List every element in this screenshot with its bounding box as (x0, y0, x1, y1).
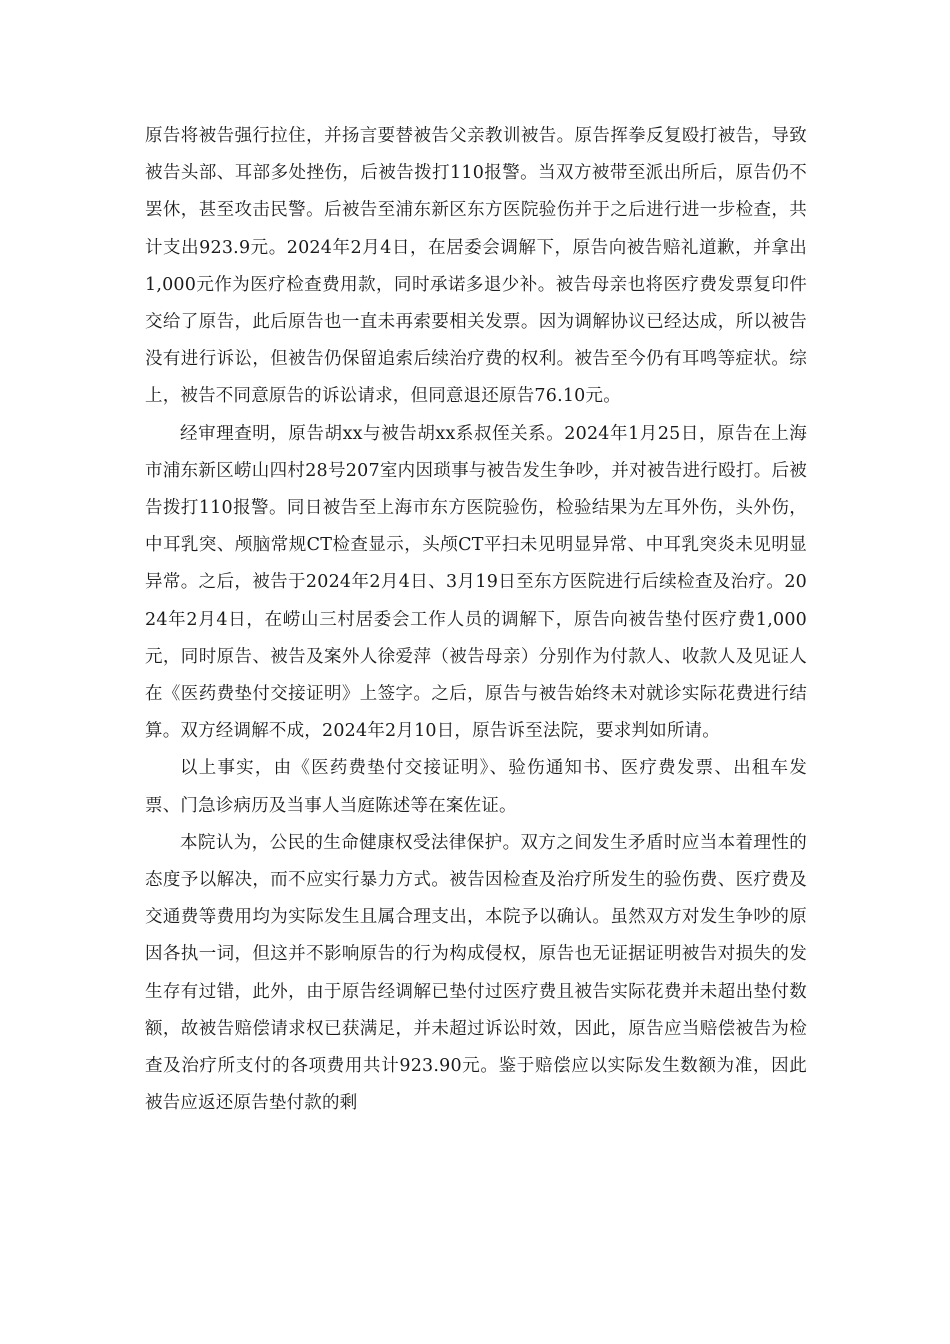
paragraph-findings-of-fact: 经审理查明，原告胡xx与被告胡xx系叔侄关系。2024年1月25日，原告在上海市浦东新区崂山四村28号207室内因琐事与被告发生争吵，并对被告进行殴打。后被告拨打110报警。同日被告至上海市东方医院验伤，检验结果为左耳外伤，头外伤，中耳乳突、颅脑常规CT检查显示，头颅CT平扫未见明显异常、中耳乳突炎未见明显异常。之后，被告于2024年2月4日、3月19日至东方医院进行后续检查及治疗。2024年2月4日，在崂山三村居委会工作人员的调解下，原告向被告垫付医疗费1,000元，同时原告、被告及案外人徐爱萍（被告母亲）分别作为付款人、收款人及见证人在《医药费垫付交接证明》上签字。之后，原告与被告始终未对就诊实际花费进行结算。双方经调解不成，2024年2月10日，原告诉至法院，要求判如所请。 (145, 423, 807, 742)
paragraph-court-opinion: 本院认为，公民的生命健康权受法律保护。双方之间发生矛盾时应当本着理性的态度予以解决，而不应实行暴力方式。被告因检查及治疗所发生的验伤费、医疗费及交通费等费用均为实际发生且属合理支出，本院予以确认。虽然双方对发生争吵的原因各执一词，但这并不影响原告的行为构成侵权，原告也无证据证明被告对损失的发生存有过错，此外，由于原告经调解已垫付过医疗费且被告实际花费并未超出垫付数额，故被告赔偿请求权已获满足，并未超过诉讼时效，因此，原告应当赔偿被告为检查及治疗所支付的各项费用共计923.90元。鉴于赔偿应以实际发生数额为准，因此被告应返还原告垫付款的剩 (145, 832, 807, 1114)
paragraph-evidence: 以上事实，由《医药费垫付交接证明》、验伤通知书、医疗费发票、出租车发票、门急诊病历及当事人当庭陈述等在案佐证。 (145, 758, 807, 816)
paragraph-defendant-statement: 原告将被告强行拉住，并扬言要替被告父亲教训被告。原告挥拳反复殴打被告，导致被告头部、耳部多处挫伤，后被告拨打110报警。当双方被带至派出所后，原告仍不罢休，甚至攻击民警。后被告至浦东新区东方医院验伤并于之后进行进一步检查，共计支出923.9元。2024年2月4日，在居委会调解下，原告向被告赔礼道歉，并拿出1,000元作为医疗检查费用款，同时承诺多退少补。被告母亲也将医疗费发票复印件交给了原告，此后原告也一直未再索要相关发票。因为调解协议已经达成，所以被告没有进行诉讼，但被告仍保留追索后续治疗费的权利。被告至今仍有耳鸣等症状。综上，被告不同意原告的诉讼请求，但同意退还原告76.10元。 (145, 126, 807, 407)
document-body (145, 118, 807, 1122)
